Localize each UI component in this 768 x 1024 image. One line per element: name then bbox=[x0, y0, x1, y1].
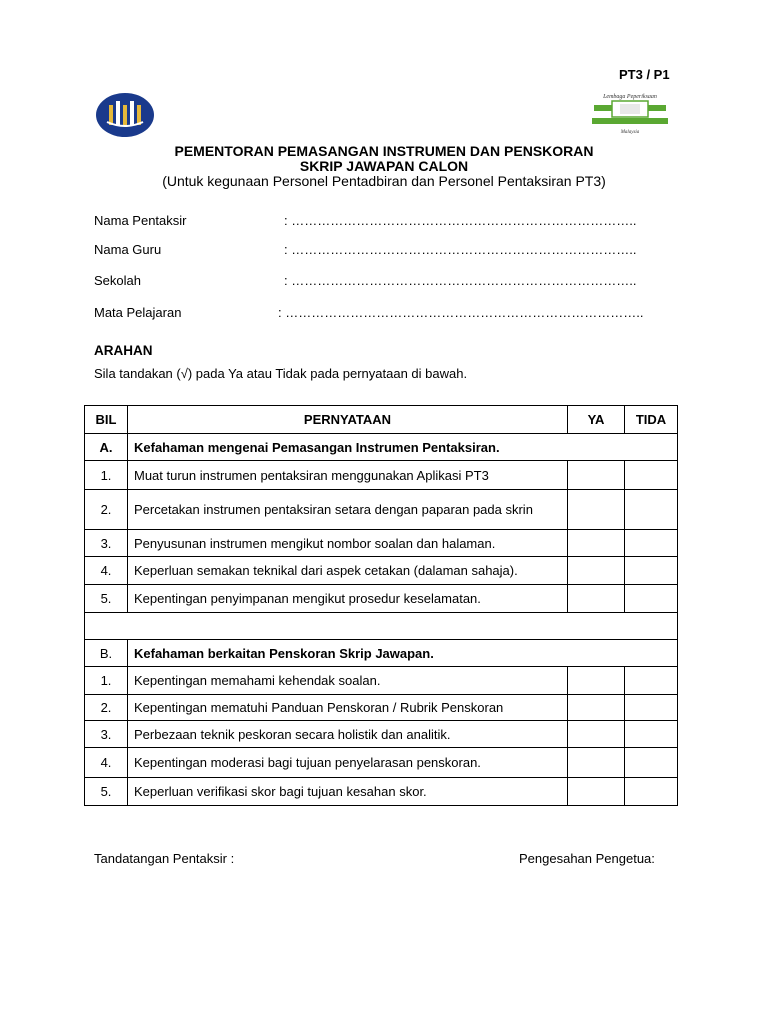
section-title: Kefahaman berkaitan Penskoran Skrip Jawapan. bbox=[128, 640, 678, 667]
row-statement: Percetakan instrumen pentaksiran setara dengan paparan pada skrin bbox=[128, 490, 568, 530]
ya-checkbox-cell[interactable] bbox=[568, 721, 625, 748]
table-row bbox=[85, 721, 678, 748]
seal-bottom-text: Malaysia bbox=[620, 130, 640, 135]
instructions-heading: ARAHAN bbox=[94, 343, 153, 358]
field-label: Mata Pelajaran bbox=[94, 305, 182, 320]
table-row bbox=[85, 461, 678, 490]
field-label: Nama Guru bbox=[94, 242, 162, 257]
tida-checkbox-cell[interactable] bbox=[625, 721, 678, 748]
table-row bbox=[85, 490, 678, 530]
row-bil: 2. bbox=[85, 695, 128, 721]
ya-checkbox-cell[interactable] bbox=[568, 557, 625, 585]
row-bil: 3. bbox=[85, 530, 128, 557]
field-dotted-line[interactable]: : …………………………………………………………………….. bbox=[284, 273, 637, 288]
table-row bbox=[85, 667, 678, 695]
row-bil: 1. bbox=[85, 461, 128, 490]
header-pernyataan: PERNYATAAN bbox=[128, 406, 568, 434]
table-row bbox=[85, 748, 678, 778]
row-statement: Kepentingan mematuhi Panduan Penskoran / Rubrik Penskoran bbox=[128, 695, 568, 721]
row-statement: Kepentingan penyimpanan mengikut prosedur keselamatan. bbox=[128, 585, 568, 613]
ya-checkbox-cell[interactable] bbox=[568, 530, 625, 557]
row-statement: Perbezaan teknik peskoran secara holistik dan analitik. bbox=[128, 721, 568, 748]
tida-checkbox-cell[interactable] bbox=[625, 778, 678, 806]
ya-checkbox-cell[interactable] bbox=[568, 748, 625, 778]
field-dotted-line[interactable]: : …………………………………………………………………….. bbox=[284, 242, 637, 257]
section-b-row bbox=[85, 640, 678, 667]
ya-checkbox-cell[interactable] bbox=[568, 585, 625, 613]
field-dotted-line[interactable]: : …………………………………………………………………….. bbox=[284, 213, 637, 228]
tida-checkbox-cell[interactable] bbox=[625, 557, 678, 585]
instructions-text: Sila tandakan (√) pada Ya atau Tidak pada pernyataan di bawah. bbox=[94, 366, 468, 381]
principal-approval-label: Pengesahan Pengetua: bbox=[519, 851, 655, 866]
row-statement: Keperluan verifikasi skor bagi tujuan kesahan skor. bbox=[128, 778, 568, 806]
spacer-row bbox=[85, 613, 678, 640]
assessor-signature-label: Tandatangan Pentaksir : bbox=[94, 851, 235, 866]
row-bil: 3. bbox=[85, 721, 128, 748]
section-a-row bbox=[85, 434, 678, 461]
tida-checkbox-cell[interactable] bbox=[625, 748, 678, 778]
form-code: PT3 / P1 bbox=[619, 67, 670, 82]
header-tida: TIDA bbox=[625, 406, 678, 434]
ya-checkbox-cell[interactable] bbox=[568, 461, 625, 490]
title-line-3: (Untuk kegunaan Personel Pentadbiran dan Personel Pentaksiran PT3) bbox=[162, 173, 606, 189]
table-row bbox=[85, 557, 678, 585]
section-title: Kefahaman mengenai Pemasangan Instrumen Pentaksiran. bbox=[128, 434, 678, 461]
tida-checkbox-cell[interactable] bbox=[625, 695, 678, 721]
table-header-row bbox=[85, 406, 678, 434]
checklist-table bbox=[84, 405, 678, 806]
row-bil: 5. bbox=[85, 585, 128, 613]
seal-top-text: Lembaga Peperiksaan bbox=[603, 94, 657, 100]
row-statement: Penyusunan instrumen mengikut nombor soalan dan halaman. bbox=[128, 530, 568, 557]
field-dotted-line[interactable]: : ……………………………………………………………………….. bbox=[278, 305, 644, 320]
row-statement: Kepentingan memahami kehendak soalan. bbox=[128, 667, 568, 695]
row-statement: Muat turun instrumen pentaksiran menggunakan Aplikasi PT3 bbox=[128, 461, 568, 490]
title-line-1: PEMENTORAN PEMASANGAN INSTRUMEN DAN PENSKORAN bbox=[174, 143, 594, 159]
row-bil: 4. bbox=[85, 748, 128, 778]
tida-checkbox-cell[interactable] bbox=[625, 667, 678, 695]
tida-checkbox-cell[interactable] bbox=[625, 490, 678, 530]
ya-checkbox-cell[interactable] bbox=[568, 695, 625, 721]
row-bil: 1. bbox=[85, 667, 128, 695]
form-title bbox=[0, 144, 768, 189]
row-statement: Keperluan semakan teknikal dari aspek cetakan (dalaman sahaja). bbox=[128, 557, 568, 585]
table-row bbox=[85, 778, 678, 806]
tida-checkbox-cell[interactable] bbox=[625, 530, 678, 557]
header-bil: BIL bbox=[85, 406, 128, 434]
title-line-2: SKRIP JAWAPAN CALON bbox=[299, 158, 469, 174]
table-row bbox=[85, 530, 678, 557]
row-bil: 5. bbox=[85, 778, 128, 806]
ya-checkbox-cell[interactable] bbox=[568, 778, 625, 806]
ya-checkbox-cell[interactable] bbox=[568, 667, 625, 695]
tida-checkbox-cell[interactable] bbox=[625, 461, 678, 490]
section-bil: B. bbox=[85, 640, 128, 667]
ya-checkbox-cell[interactable] bbox=[568, 490, 625, 530]
row-bil: 4. bbox=[85, 557, 128, 585]
section-bil: A. bbox=[85, 434, 128, 461]
table-row bbox=[85, 585, 678, 613]
row-bil: 2. bbox=[85, 490, 128, 530]
tida-checkbox-cell[interactable] bbox=[625, 585, 678, 613]
field-label: Nama Pentaksir bbox=[94, 213, 187, 228]
header-ya: YA bbox=[568, 406, 625, 434]
ministry-logo bbox=[95, 92, 155, 143]
row-statement: Kepentingan moderasi bagi tujuan penyelarasan penskoran. bbox=[128, 748, 568, 778]
field-label: Sekolah bbox=[94, 273, 141, 288]
exam-board-seal bbox=[590, 88, 670, 143]
table-row bbox=[85, 695, 678, 721]
